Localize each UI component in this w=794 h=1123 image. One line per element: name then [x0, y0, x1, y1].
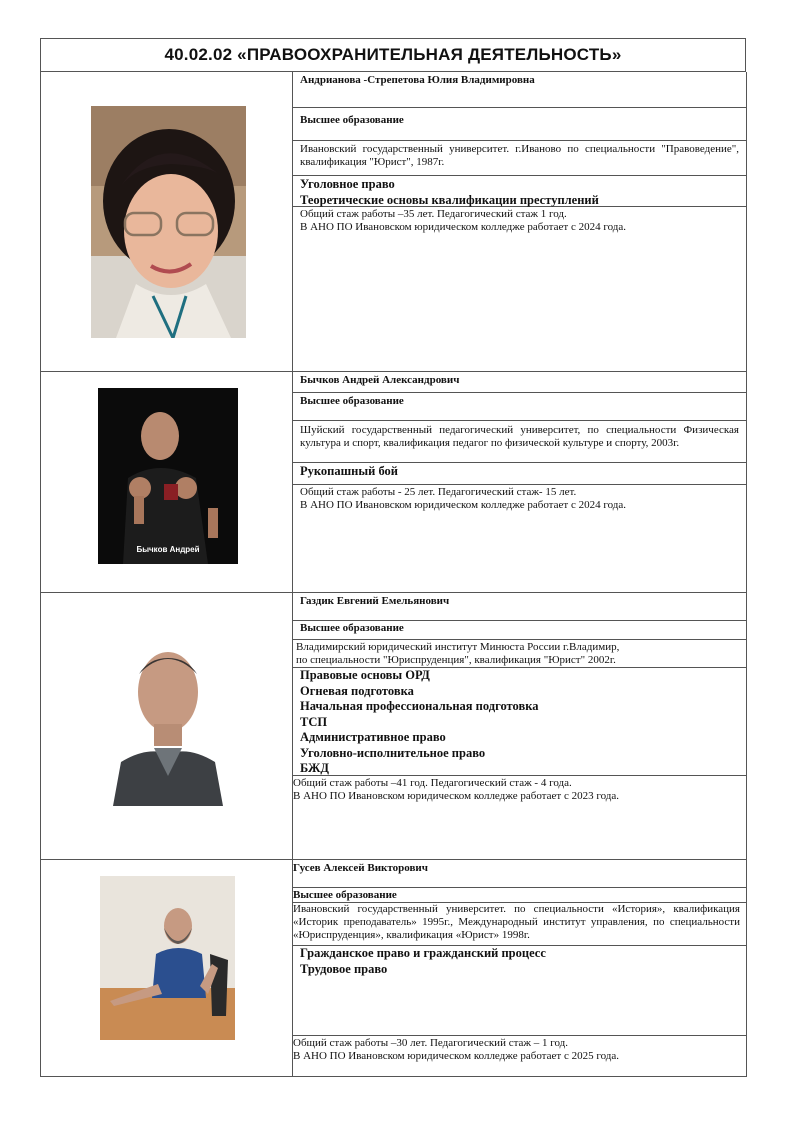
experience-line: Общий стаж работы –35 лет. Педагогический стаж 1 год. — [300, 208, 567, 220]
experience-line: Общий стаж работы –30 лет. Педагогический стаж – 1 год. — [293, 1037, 569, 1049]
subject-item: Начальная профессиональная подготовка — [300, 699, 539, 713]
education-level: Высшее образование — [293, 888, 746, 903]
page-title: 40.02.02 «ПРАВООХРАНИТЕЛЬНАЯ ДЕЯТЕЛЬНОСТЬ» — [40, 38, 746, 72]
education-details: Ивановский государственный университет. по специальности «История», квалификация «Историк преподаватель» 1995г., Международный институт управления, по специальности «Юриспруденция», квалификация «Юрист» 1998г. — [293, 903, 746, 946]
education-details: Ивановский государственный университет. г.Иваново по специальности "Правоведение", квалификация "Юрист", 1987г. — [293, 141, 746, 176]
subject-item: ТСП — [300, 714, 328, 729]
education-level: Высшее образование — [293, 108, 746, 141]
subject-item: Гражданское право и гражданский процесс — [300, 946, 546, 960]
subject-item: Уголовно-исполнительное право — [300, 745, 486, 760]
teacher-photo — [100, 876, 235, 1040]
education-line: Владимирский юридический институт Минюста России г.Владимир, — [296, 641, 620, 653]
teacher-name: Гусев Алексей Викторович — [293, 860, 746, 888]
subjects-list — [293, 946, 746, 1036]
experience-line: Общий стаж работы - 25 лет. Педагогический стаж- 15 лет. — [300, 486, 577, 498]
teacher-info — [293, 372, 746, 592]
photo-cell — [41, 72, 293, 371]
experience-line: В АНО ПО Ивановском юридическом колледже работает с 2025 года. — [293, 1050, 619, 1062]
subject-item: Трудовое право — [300, 961, 388, 976]
subject-item: Теоретические основы квалификации преступлений — [300, 192, 599, 207]
teacher-info — [293, 593, 746, 859]
teacher-name: Андрианова -Стрепетова Юлия Владимировна — [293, 72, 746, 108]
education-level: Высшее образование — [293, 393, 746, 421]
photo-caption: Бычков Андрей — [136, 545, 200, 554]
teacher-info — [293, 860, 746, 1076]
education-details — [293, 640, 746, 668]
teacher-row — [40, 372, 747, 593]
photo-cell — [41, 860, 293, 1076]
subject-item: Огневая подготовка — [300, 683, 414, 698]
photo-cell — [41, 593, 293, 859]
experience-line: В АНО ПО Ивановском юридическом колледже работает с 2024 года. — [300, 221, 626, 233]
experience-line: В АНО ПО Ивановском юридическом колледже работает с 2023 года. — [293, 790, 619, 802]
education-details: Шуйский государственный педагогический университет, по специальности Физическая культура и спорт, квалификация педагог по физической культуре и спорту, 2003г. — [293, 421, 746, 463]
subjects-list — [293, 668, 746, 776]
teacher-name: Бычков Андрей Александрович — [293, 372, 746, 393]
teacher-row — [40, 860, 747, 1077]
teacher-info — [293, 72, 746, 371]
subjects-list — [293, 176, 746, 207]
experience — [293, 1036, 746, 1077]
experience-line: В АНО ПО Ивановском юридическом колледже работает с 2024 года. — [300, 499, 626, 511]
teacher-name: Газдик Евгений Емельянович — [293, 593, 746, 621]
teacher-row — [40, 593, 747, 860]
photo-cell — [41, 372, 293, 592]
subject-item: Правовые основы ОРД — [300, 668, 430, 682]
experience — [293, 485, 746, 593]
teacher-row — [40, 72, 747, 372]
experience — [293, 776, 746, 860]
teacher-photo — [91, 106, 246, 338]
experience — [293, 207, 746, 372]
subject-item: Рукопашный бой — [300, 464, 399, 478]
subject-item: БЖД — [300, 761, 329, 775]
subject-item: Административное право — [300, 730, 446, 744]
teacher-photo — [107, 644, 229, 806]
education-level: Высшее образование — [293, 621, 746, 640]
subjects-list — [293, 463, 746, 485]
experience-line: Общий стаж работы –41 год. Педагогический стаж - 4 года. — [293, 777, 572, 789]
subject-item: Уголовное право — [300, 177, 395, 191]
teacher-photo — [98, 388, 238, 564]
education-line: по специальности "Юриспруденция", квалификация "Юрист" 2002г. — [296, 654, 616, 666]
